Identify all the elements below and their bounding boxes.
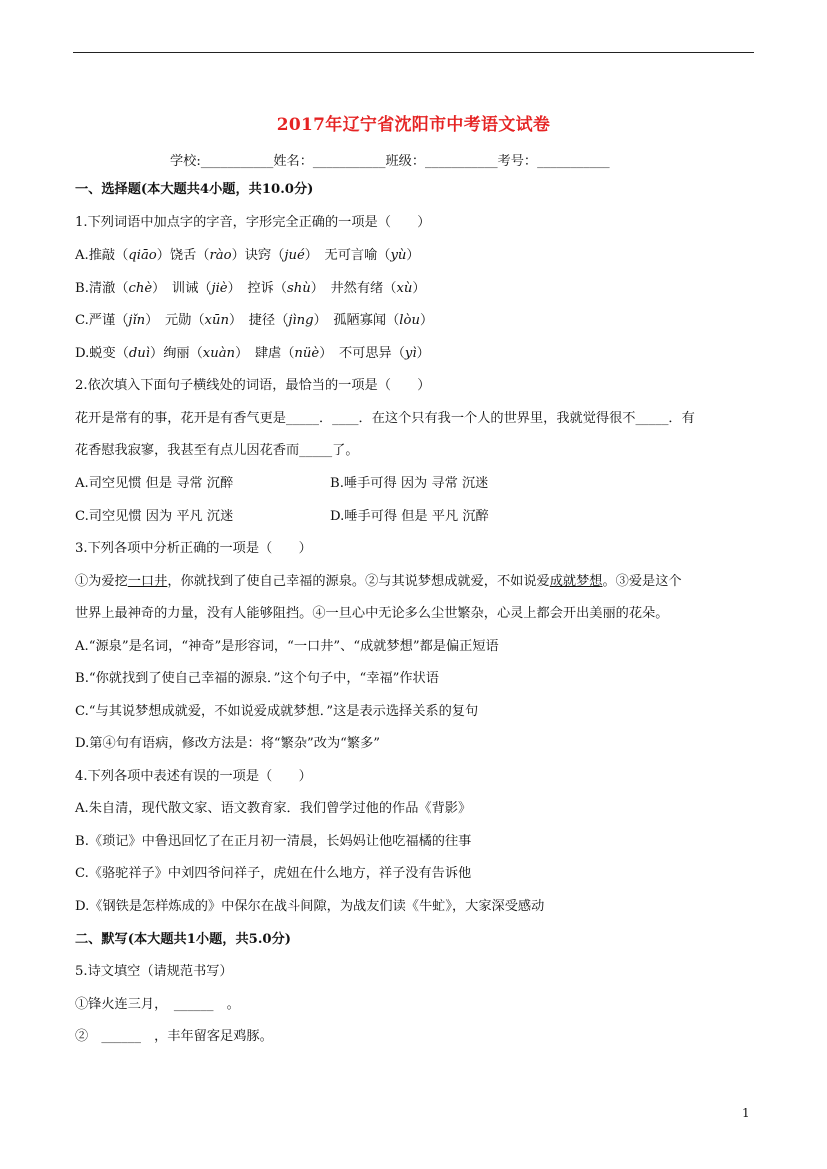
question-5-line-1: ①锋火连三月， ______ 。 <box>75 997 240 1012</box>
question-4-option-a: A.朱自清，现代散文家、语文教育家．我们曾学过他的作品《背影》 <box>75 801 472 816</box>
question-3-option-c: C.“与其说梦想成就爱，不如说爱成就梦想．”这是表示选择关系的复句 <box>75 704 479 719</box>
question-2-stem: 2.依次填入下面句子横线处的词语，最恰当的一项是（ ） <box>75 378 431 393</box>
question-2-option-a: A.司空见惯 但是 寻常 沉醉 <box>75 476 234 491</box>
question-1-option-b: B.清澈（chè） 训诫（jiè） 控诉（shù） 井然有绪（xù） <box>75 281 426 296</box>
question-2-option-b: B.唾手可得 因为 寻常 沉迷 <box>330 476 489 491</box>
question-2-option-c: C.司空见惯 因为 平凡 沉迷 <box>75 509 234 524</box>
question-3-stem: 3.下列各项中分析正确的一项是（ ） <box>75 541 312 556</box>
question-2-options-row-1 <box>75 475 489 493</box>
question-4-option-c: C.《骆驼祥子》中刘四爷问祥子，虎妞在什么地方，祥子没有告诉他 <box>75 866 472 881</box>
question-1-option-d: D.蜕变（duì）绚丽（xuàn） 肆虐（nüè） 不可思异（yì） <box>75 346 430 361</box>
question-3-passage-line-2: 世界上最神奇的力量，没有人能够阻挡。④一旦心中无论多么尘世繁杂，心灵上都会开出美丽的花朵。 <box>75 606 669 621</box>
question-4-option-d: D.《钢铁是怎样炼成的》中保尔在战斗间隙，为战友们读《牛虻》，大家深受感动 <box>75 899 545 914</box>
student-info-line: 学校:___________姓名：___________班级：___________考号：___________ <box>170 154 610 169</box>
page-number: 1 <box>742 1106 750 1120</box>
question-4-stem: 4.下列各项中表述有误的一项是（ ） <box>75 769 312 784</box>
underlined-phrase-1: 一口井 <box>127 574 168 589</box>
question-1-option-c: C.严谨（jǐn） 元勋（xūn） 捷径（jìng） 孤陋寡闻（lòu） <box>75 313 434 328</box>
question-3-passage-line-1: ①为爱挖一口井，你就找到了使自己幸福的源泉。②与其说梦想成就爱，不如说爱成就梦想。③爱是这个 <box>75 574 682 589</box>
question-5-line-2: ② ______ ，丰年留客足鸡豚。 <box>75 1029 273 1044</box>
question-4-option-b: B.《琐记》中鲁迅回忆了在正月初一清晨，长妈妈让他吃福橘的往事 <box>75 834 472 849</box>
underlined-phrase-2: 成就梦想 <box>549 574 603 589</box>
question-2-passage-line-1: 花开是常有的事，花开是有香气更是_____．____．在这个只有我一个人的世界里，我就觉得很不_____．有 <box>75 411 695 426</box>
question-3-option-a: A.“源泉”是名词，“神奇”是形容词，“一口井”、“成就梦想”都是偏正短语 <box>75 639 499 654</box>
question-1-option-a: A.推敲（qiāo）饶舌（rào）诀窍（jué） 无可言喻（yù） <box>75 248 420 263</box>
section-heading-dictation: 二、默写(本大题共1小题，共5.0分) <box>75 932 292 947</box>
question-3-option-d: D.第④句有语病，修改方法是：将“繁杂”改为“繁多” <box>75 736 381 751</box>
question-1-stem: 1.下列词语中加点字的字音，字形完全正确的一项是（ ） <box>75 215 431 230</box>
question-2-passage-line-2: 花香慰我寂寥，我甚至有点儿因花香而_____了。 <box>75 443 359 458</box>
section-heading-choice: 一、选择题(本大题共4小题，共10.0分) <box>75 182 314 197</box>
page-title: 2017年辽宁省沈阳市中考语文试卷 <box>276 115 551 135</box>
question-2-option-d: D.唾手可得 但是 平凡 沉醉 <box>330 509 489 524</box>
question-3-option-b: B.“你就找到了使自己幸福的源泉．”这个句子中，“幸福”作状语 <box>75 671 439 686</box>
header-rule <box>73 52 754 53</box>
question-5-stem: 5.诗文填空（请规范书写） <box>75 964 233 979</box>
question-2-options-row-2 <box>75 508 489 526</box>
